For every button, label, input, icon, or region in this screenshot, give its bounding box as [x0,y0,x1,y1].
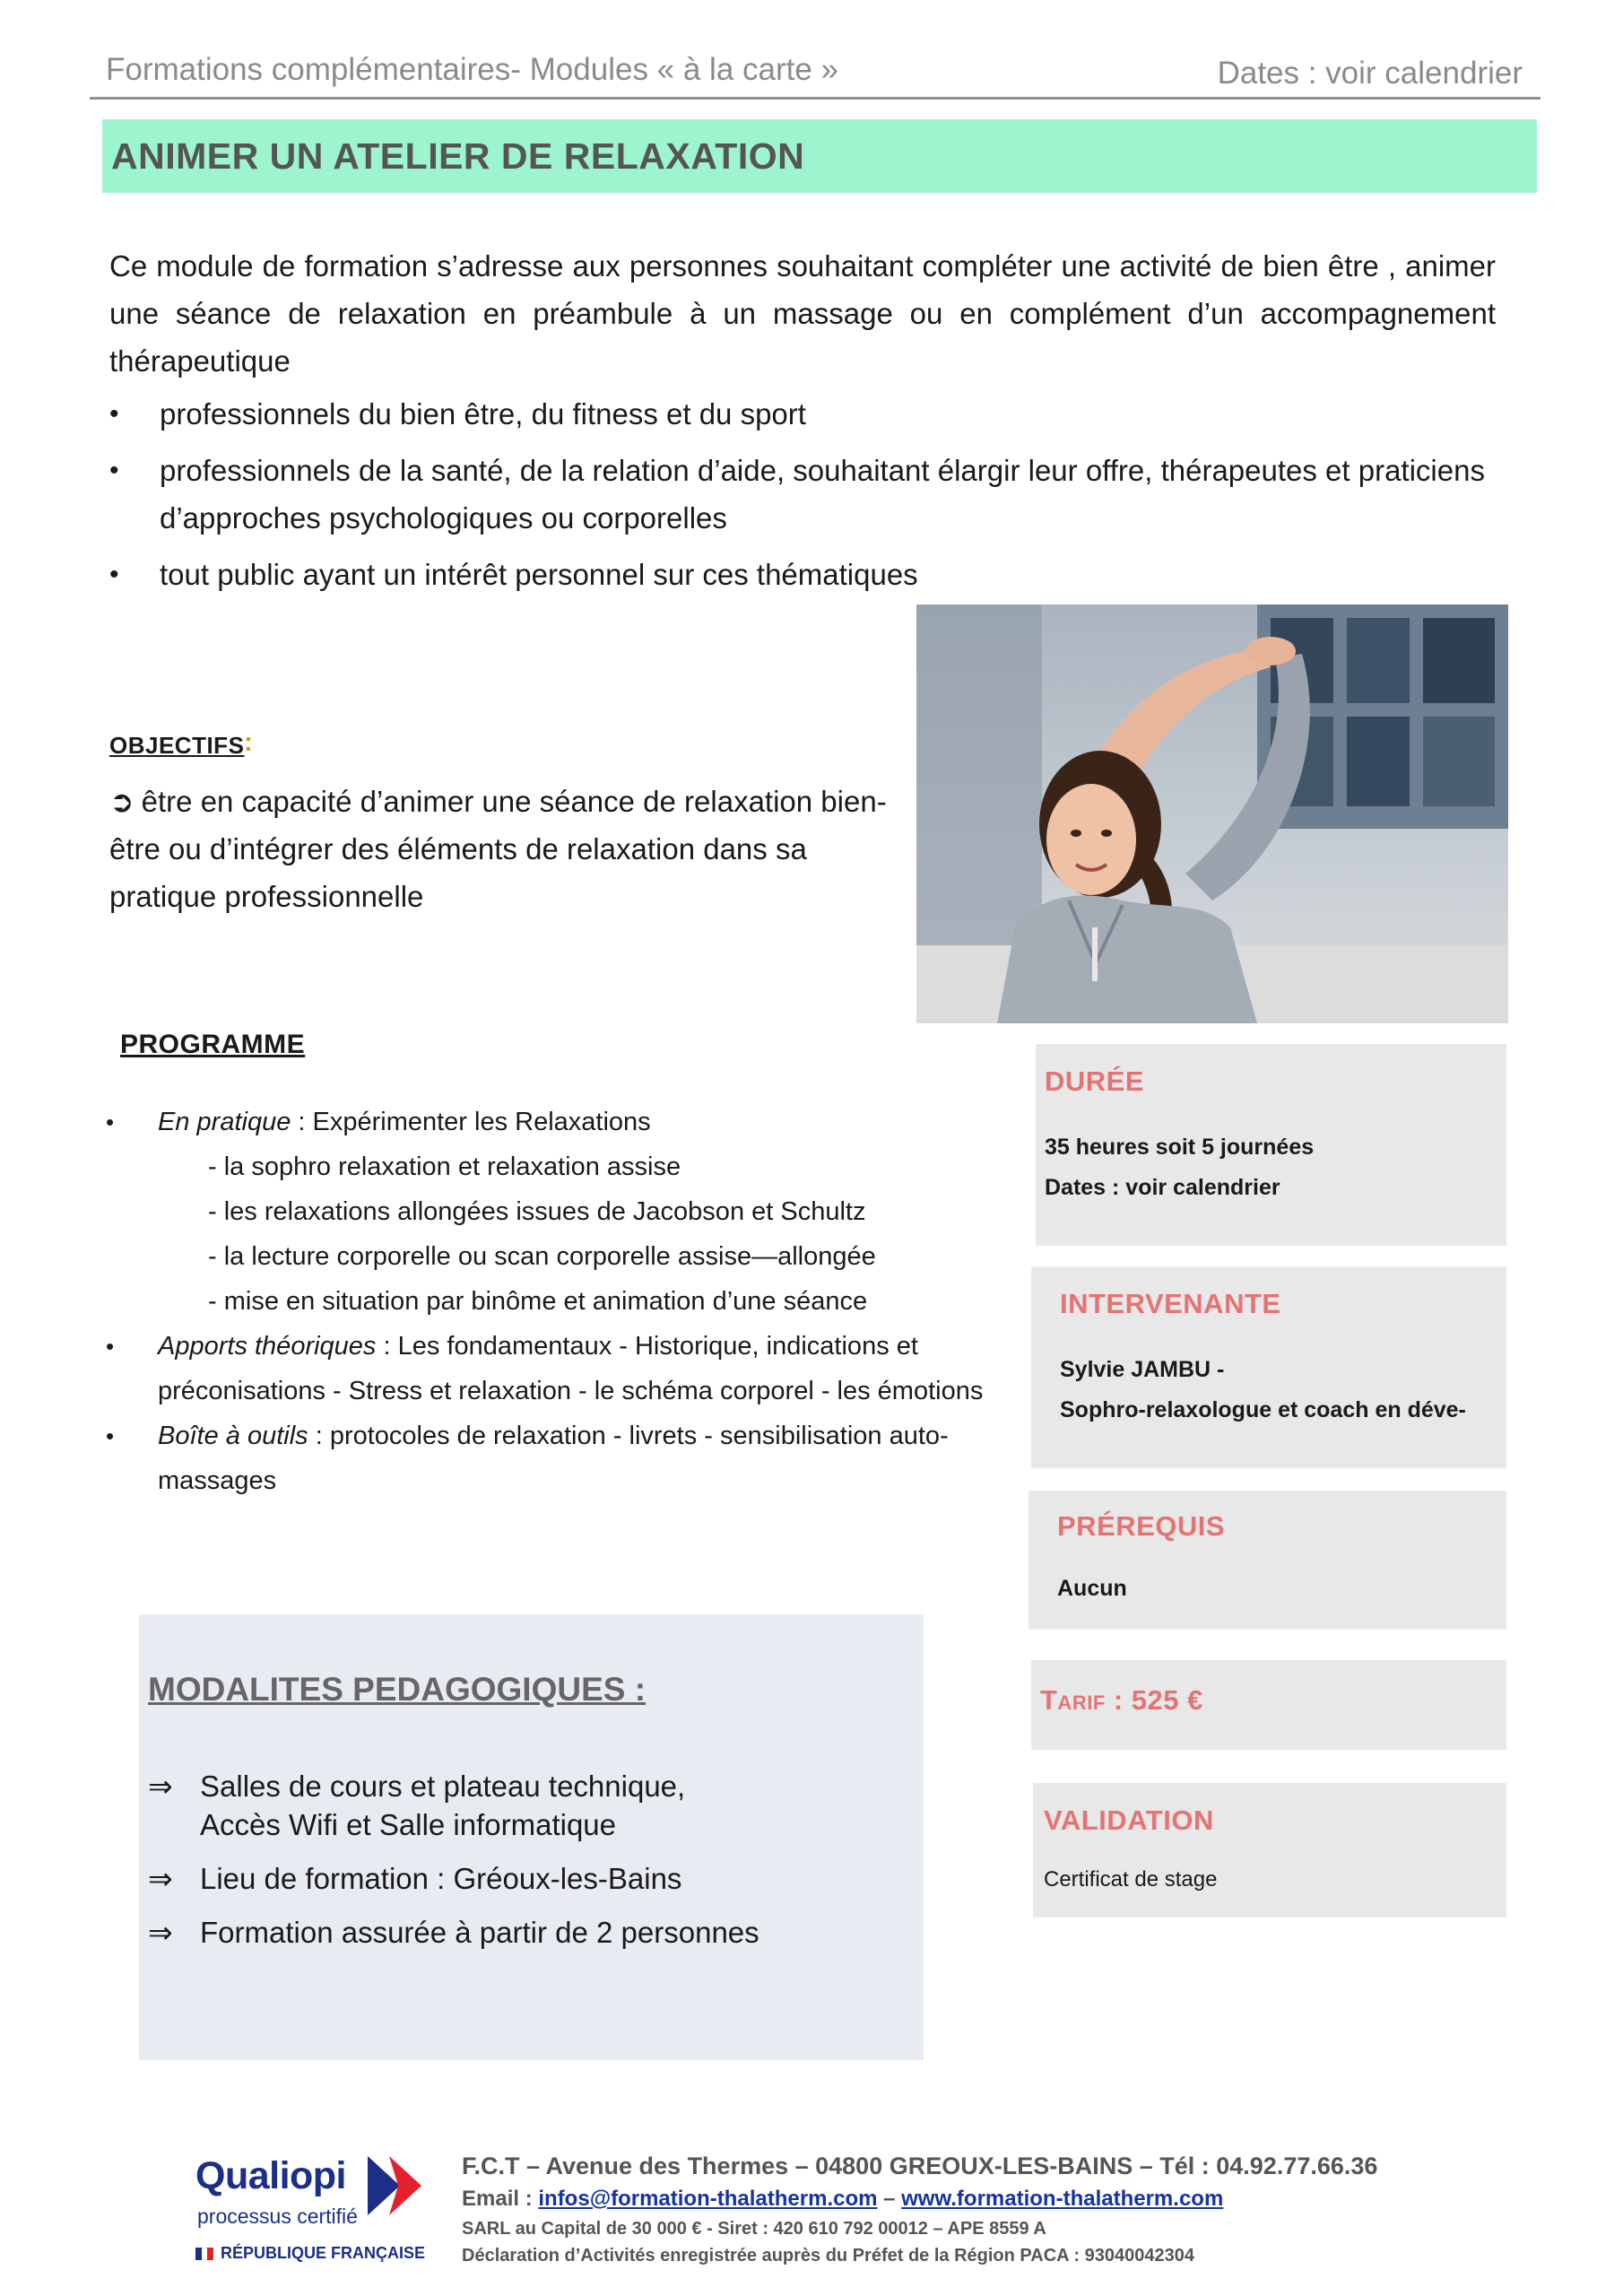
list-item [148,1767,910,1844]
modalites-box [139,1614,924,2060]
boite-label: Boîte à outils [158,1422,308,1450]
modalites-list [148,1767,910,1967]
apports-text: : Les fondamentaux - Historique, indications et préconisations - Stress et relaxation - le schéma corporel - les émotions [158,1332,984,1405]
stretching-woman-photo [916,604,1508,1023]
list-item: • professionnels de la santé, de la relation d’aide, souhaitant élargir leur offre, thérapeutes et praticiens d’approches psychologiques ou corporelles [109,447,1496,542]
objectifs-title: OBJECTIFS [109,732,245,759]
footer-dash: – [877,2187,902,2211]
modalites-title: MODALITES PEDAGOGIQUES : [148,1671,647,1708]
prerequis-text: Aucun [1057,1576,1127,1601]
qualiopi-chevron-icon [368,2156,430,2215]
sub-item: - la sophro relaxation et relaxation assise [208,1152,681,1181]
implies-arrow-icon: ⇒ [148,1916,173,1949]
list-item [104,1324,1010,1413]
pratique-label: En pratique [158,1108,291,1136]
apports-label: Apports théoriques [158,1332,377,1361]
validation-title: VALIDATION [1044,1805,1214,1836]
tarif-box [1031,1660,1506,1750]
header-divider [90,97,1541,100]
modalites-item-text: Salles de cours et plateau technique, [200,1770,686,1803]
page-title: ANIMER UN ATELIER DE RELAXATION [111,135,805,177]
intervenant-title: INTERVENANTE [1060,1288,1281,1319]
programme-list [104,1100,1010,1503]
email-label: Email : [462,2187,539,2211]
list-item [148,1859,910,1898]
intervenant-line1: Sylvie JAMBU - [1060,1357,1225,1382]
objectifs-colon: : [244,727,253,757]
prerequis-title: PRÉREQUIS [1057,1510,1226,1542]
header-left: Formations complémentaires- Modules « à la carte » [106,52,839,87]
title-band [102,119,1537,193]
programme-title: PROGRAMME [120,1030,306,1059]
intervenant-line2: Sophro-relaxologue et coach en déve- [1060,1397,1466,1422]
objectifs-text [109,778,907,920]
intervenant-box [1031,1266,1506,1468]
qualiopi-logo [195,2154,438,2271]
arrow-right-icon: ➲ [109,785,135,818]
website-link[interactable]: www.formation-thalatherm.com [901,2187,1224,2211]
audience-list [109,390,1496,607]
footer-legal: SARL au Capital de 30 000 € - Siret : 420 610 792 00012 – APE 8559 A [462,2219,1046,2239]
duree-line2: Dates : voir calendrier [1045,1175,1280,1200]
qualiopi-wordmark: Qualiopi [195,2154,346,2197]
french-flag-icon [195,2248,213,2260]
footer-declaration: Déclaration d’Activités enregistrée auprès du Préfet de la Région PACA : 93040042304 [462,2246,1194,2266]
boite-text: : protocoles de relaxation - livrets - sensibilisation auto-massages [158,1422,949,1495]
footer-address: F.C.T – Avenue des Thermes – 04800 GREOUX-LES-BAINS – Tél : 04.92.77.66.36 [462,2152,1378,2179]
list-item: • professionnels du bien être, du fitness et du sport [109,390,1496,438]
intro-paragraph: Ce module de formation s’adresse aux personnes souhaitant compléter une activité de bien être , animer une séance de relaxation en préambule à un massage ou en complément d’un accompagnement thérapeutique [109,249,1496,378]
pratique-text: : Expérimenter les Relaxations [291,1108,651,1136]
tarif-label: Tarif : 525 € [1040,1684,1203,1716]
list-item: • tout public ayant un intérêt personnel sur ces thématiques [109,551,1496,598]
modalites-item-text: Formation assurée à partir de 2 personnes [200,1916,759,1949]
email-link[interactable]: infos@formation-thalatherm.com [538,2187,878,2211]
sub-item: - la lecture corporelle ou scan corporelle assise—allongée [208,1242,876,1271]
implies-arrow-icon: ⇒ [148,1770,173,1803]
modalites-item-text: Accès Wifi et Salle informatique [200,1808,617,1841]
sub-item: - les relaxations allongées issues de Jacobson et Schultz [208,1197,866,1226]
header-right: Dates : voir calendrier [1217,56,1523,91]
objectifs-description: être en capacité d’animer une séance de relaxation bien-être ou d’intégrer des éléments de relaxation dans sa pratique professionnelle [109,785,887,913]
duree-box [1036,1044,1506,1246]
list-item [148,1913,910,1952]
republique-francaise: RÉPUBLIQUE FRANÇAISE [221,2244,426,2262]
qualiopi-subtitle: processus certifié [197,2205,358,2228]
duree-line1: 35 heures soit 5 journées [1045,1135,1315,1160]
sub-item: - mise en situation par binôme et animation d’une séance [208,1287,868,1316]
validation-box [1033,1783,1506,1918]
prerequis-box [1028,1491,1506,1630]
list-item [104,1100,1010,1324]
duree-title: DURÉE [1045,1065,1145,1097]
footer-contact [462,2187,1223,2212]
implies-arrow-icon: ⇒ [148,1862,173,1895]
list-item [104,1413,1010,1503]
validation-text: Certificat de stage [1044,1867,1218,1892]
modalites-item-text: Lieu de formation : Gréoux-les-Bains [200,1862,682,1895]
